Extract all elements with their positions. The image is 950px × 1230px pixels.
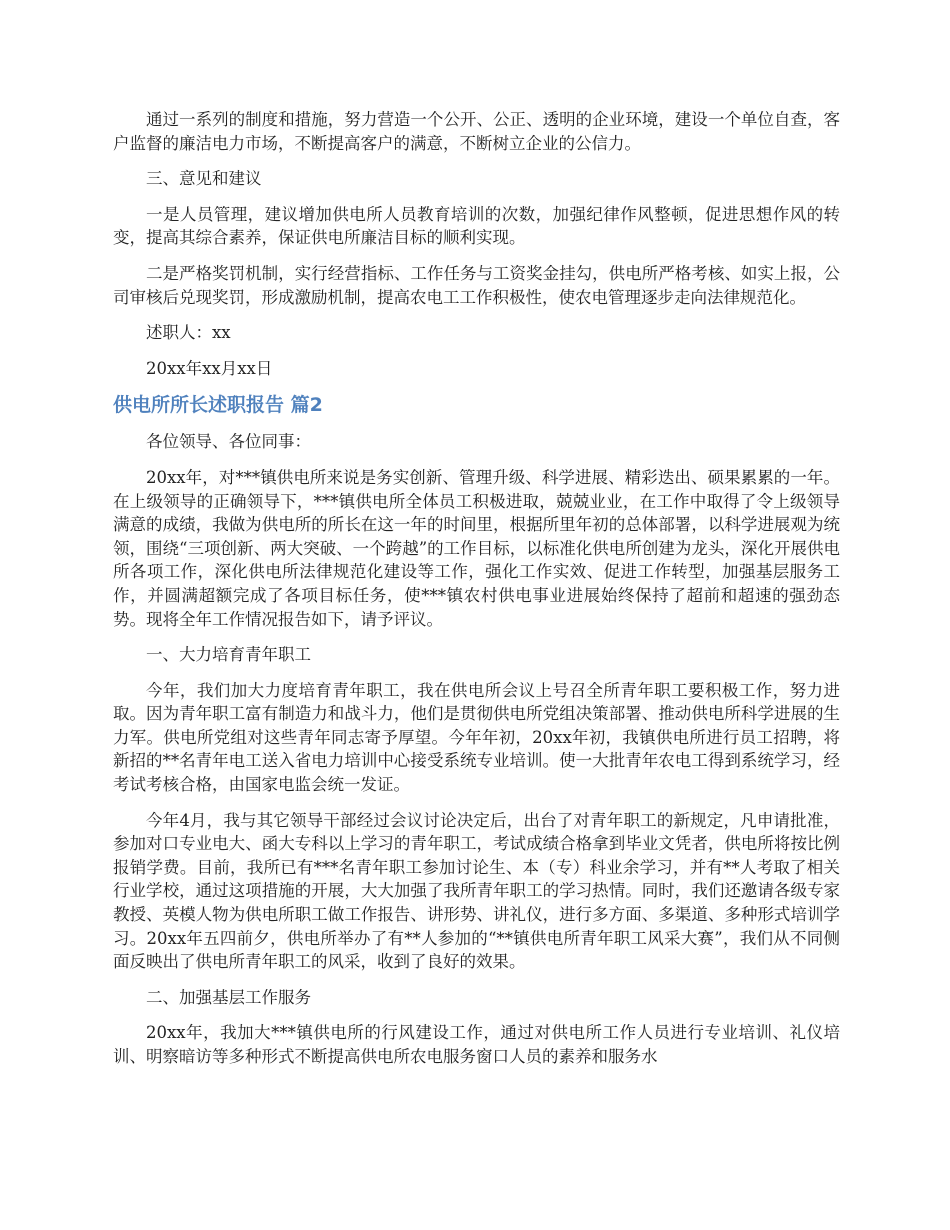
greeting: 各位领导、各位同事：	[146, 432, 311, 452]
document-page	[113, 108, 840, 1081]
paragraph-reward-punishment: 二是严格奖罚机制，实行经营指标、工作任务与工资奖金挂勾，供电所严格考核、如实上报，公司审核后兑现奖罚，形成激励机制，提高农电工工作积极性，使农电管理逐步走向法律规范化。	[113, 263, 840, 307]
report-title-2: 供电所所长述职报告 篇2	[113, 394, 323, 417]
paragraph-personnel-management: 一是人员管理，建议增加供电所人员教育培训的次数，加强纪律作风整顿，促进思想作风的转变，提高其综合素养，保证供电所廉洁目标的顺利实现。	[113, 204, 840, 248]
section-title-service: 二、加强基层工作服务	[146, 987, 311, 1007]
paragraph-year-summary: 20xx年，对***镇供电所来说是务实创新、管理升级、科学进展、精彩迭出、硕果累累的一年。在上级领导的正确领导下，***镇供电所全体员工积极进取，兢兢业业，在工作中取得了令上级领导满意的成绩，我做为供电所的所长在这一年的时间里，根据所里年初的总体部署，以科学进展观为统领，围绕“三项创新、两大突破、一个跨越”的工作目标，以标准化供电所创建为龙头，深化开展供电所各项工作，深化供电所法律规范化建设等工作，强化工作实效、促进工作转型，加强基层服务工作，并圆满超额完成了各项目标任务，使***镇农村供电事业进展始终保持了超前和超速的强劲态势。现将全年工作情况报告如下，请予评议。	[113, 467, 840, 629]
paragraph-youth-policy: 今年4月，我与其它领导干部经过会议讨论决定后，出台了对青年职工的新规定，凡申请批准，参加对口专业电大、函大专科以上学习的青年职工，考试成绩合格拿到毕业文凭者，供电所将按比例报销学费。目前，我所已有***名青年职工参加讨论生、本（专）科业余学习，并有**人考取了相关行业学校，通过这项措施的开展，大大加强了我所青年职工的学习热情。同时，我们还邀请各级专家教授、英模人物为供电所职工做工作报告、讲形势、讲礼仪，进行多方面、多渠道、多种形式培训学习。20xx年五四前夕，供电所举办了有**人参加的“**镇供电所青年职工风采大赛”，我们从不同侧面反映出了供电所青年职工的风采，收到了良好的效果。	[113, 810, 840, 972]
section-title-suggestions: 三、意见和建议	[146, 169, 262, 189]
paragraph-environment: 通过一系列的制度和措施，努力营造一个公开、公正、透明的企业环境，建设一个单位自查，客户监督的廉洁电力市场，不断提高客户的满意，不断树立企业的公信力。	[113, 110, 840, 153]
reporter-line: 述职人：xx	[146, 323, 231, 343]
paragraph-youth-training: 今年，我们加大力度培育青年职工，我在供电所会议上号召全所青年职工要积极工作，努力进取。因为青年职工富有制造力和战斗力，他们是贯彻供电所党组决策部署、推动供电所科学进展的生力军。供电所党组对这些青年同志寄予厚望。今年年初，20xx年初，我镇供电所进行员工招聘，将新招的**名青年电工送入省电力培训中心接受系统专业培训。使一大批青年农电工得到系统学习，经考试考核合格，由国家电监会统一发证。	[113, 680, 840, 795]
paragraph-service: 20xx年，我加大***镇供电所的行风建设工作，通过对供电所工作人员进行专业培训、礼仪培训、明察暗访等多种形式不断提高供电所农电服务窗口人员的素养和服务水	[113, 1023, 840, 1066]
section-title-youth: 一、大力培育青年职工	[146, 645, 311, 665]
date-line: 20xx年xx月xx日	[146, 358, 273, 378]
